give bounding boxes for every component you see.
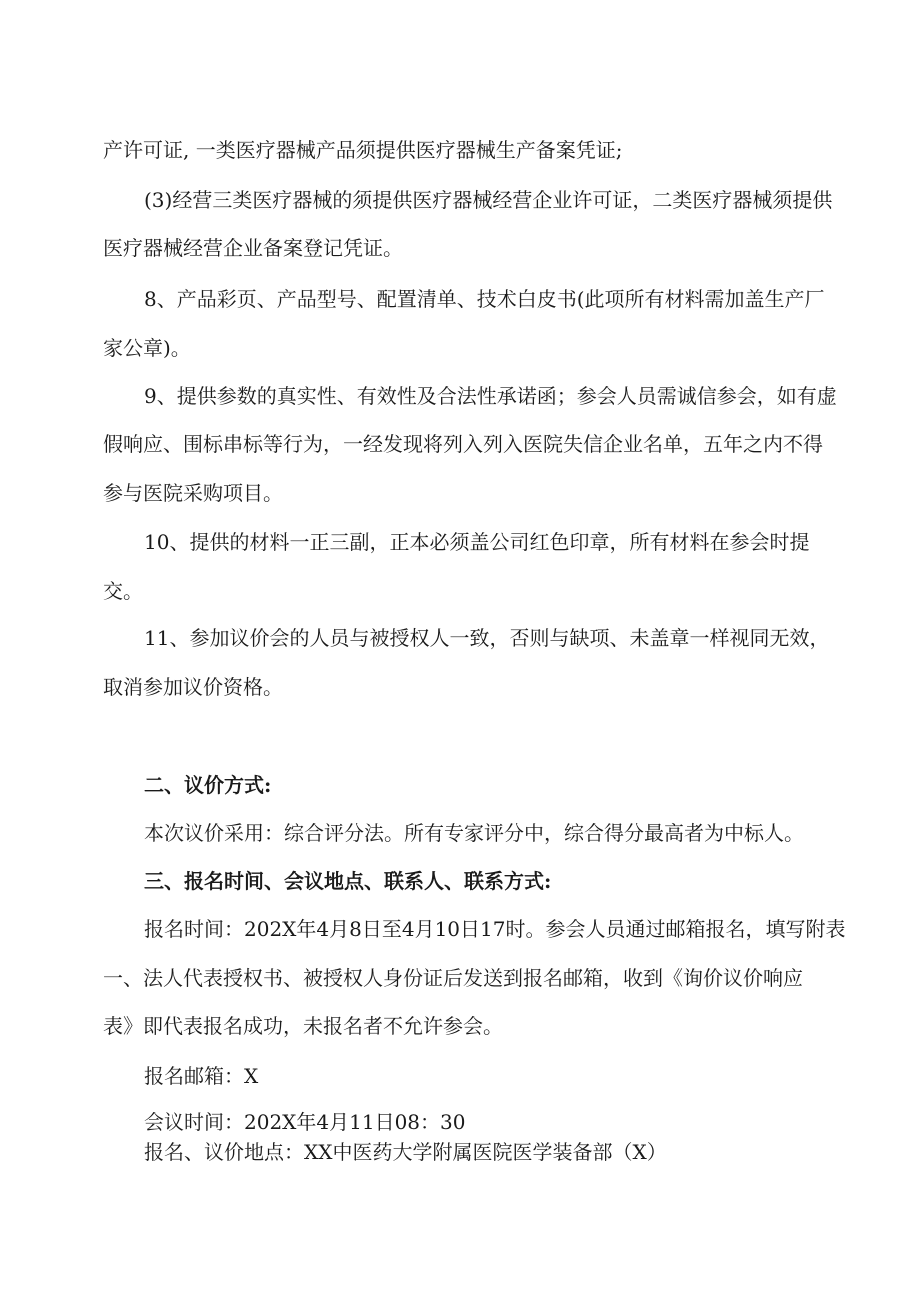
paragraph-line: 参与医院采购项目。 — [103, 481, 283, 505]
paragraph-line: 假响应、围标串标等行为，一经发现将列入列入医院失信企业名单，五年之内不得 — [103, 432, 823, 456]
paragraph-line: 交。 — [103, 579, 143, 603]
paragraph-line: 报名、议价地点：XX中医药大学附属医院医学装备部（X） — [144, 1140, 667, 1164]
paragraph-line: 报名时间：202X年4月8日至4月10日17时。参会人员通过邮箱报名，填写附表 — [144, 917, 846, 941]
paragraph-line: 表》即代表报名成功，未报名者不允许参会。 — [103, 1014, 503, 1038]
paragraph-line: 10、提供的材料一正三副，正本必须盖公司红色印章，所有材料在参会时提 — [144, 530, 810, 554]
section-heading: 三、报名时间、会议地点、联系人、联系方式: — [144, 869, 552, 893]
paragraph-line: 取消参加议价资格。 — [103, 675, 283, 699]
paragraph-line: 一、法人代表授权书、被授权人身份证后发送到报名邮箱，收到《询价议价响应 — [103, 966, 803, 990]
paragraph-line: 报名邮箱：X — [144, 1064, 259, 1088]
section-heading: 二、议价方式: — [144, 773, 272, 797]
paragraph-line: 家公章)。 — [103, 336, 191, 360]
paragraph-line: 本次议价采用：综合评分法。所有专家评分中，综合得分最高者为中标人。 — [144, 821, 804, 845]
paragraph-line: (3)经营三类医疗器械的须提供医疗器械经营企业许可证，二类医疗器械须提供 — [144, 188, 833, 212]
paragraph-line: 11、参加议价会的人员与被授权人一致，否则与缺项、未盖章一样视同无效， — [144, 626, 830, 650]
paragraph-line: 会议时间：202X年4月11日08：30 — [144, 1110, 466, 1134]
paragraph-line: 医疗器械经营企业备案登记凭证。 — [103, 236, 403, 260]
paragraph-line: 8、产品彩页、产品型号、配置清单、技术白皮书(此项所有材料需加盖生产厂 — [144, 287, 825, 311]
paragraph-line: 产许可证, 一类医疗器械产品须提供医疗器械生产备案凭证; — [103, 138, 623, 162]
paragraph-line: 9、提供参数的真实性、有效性及合法性承诺函；参会人员需诚信参会，如有虚 — [144, 384, 837, 408]
